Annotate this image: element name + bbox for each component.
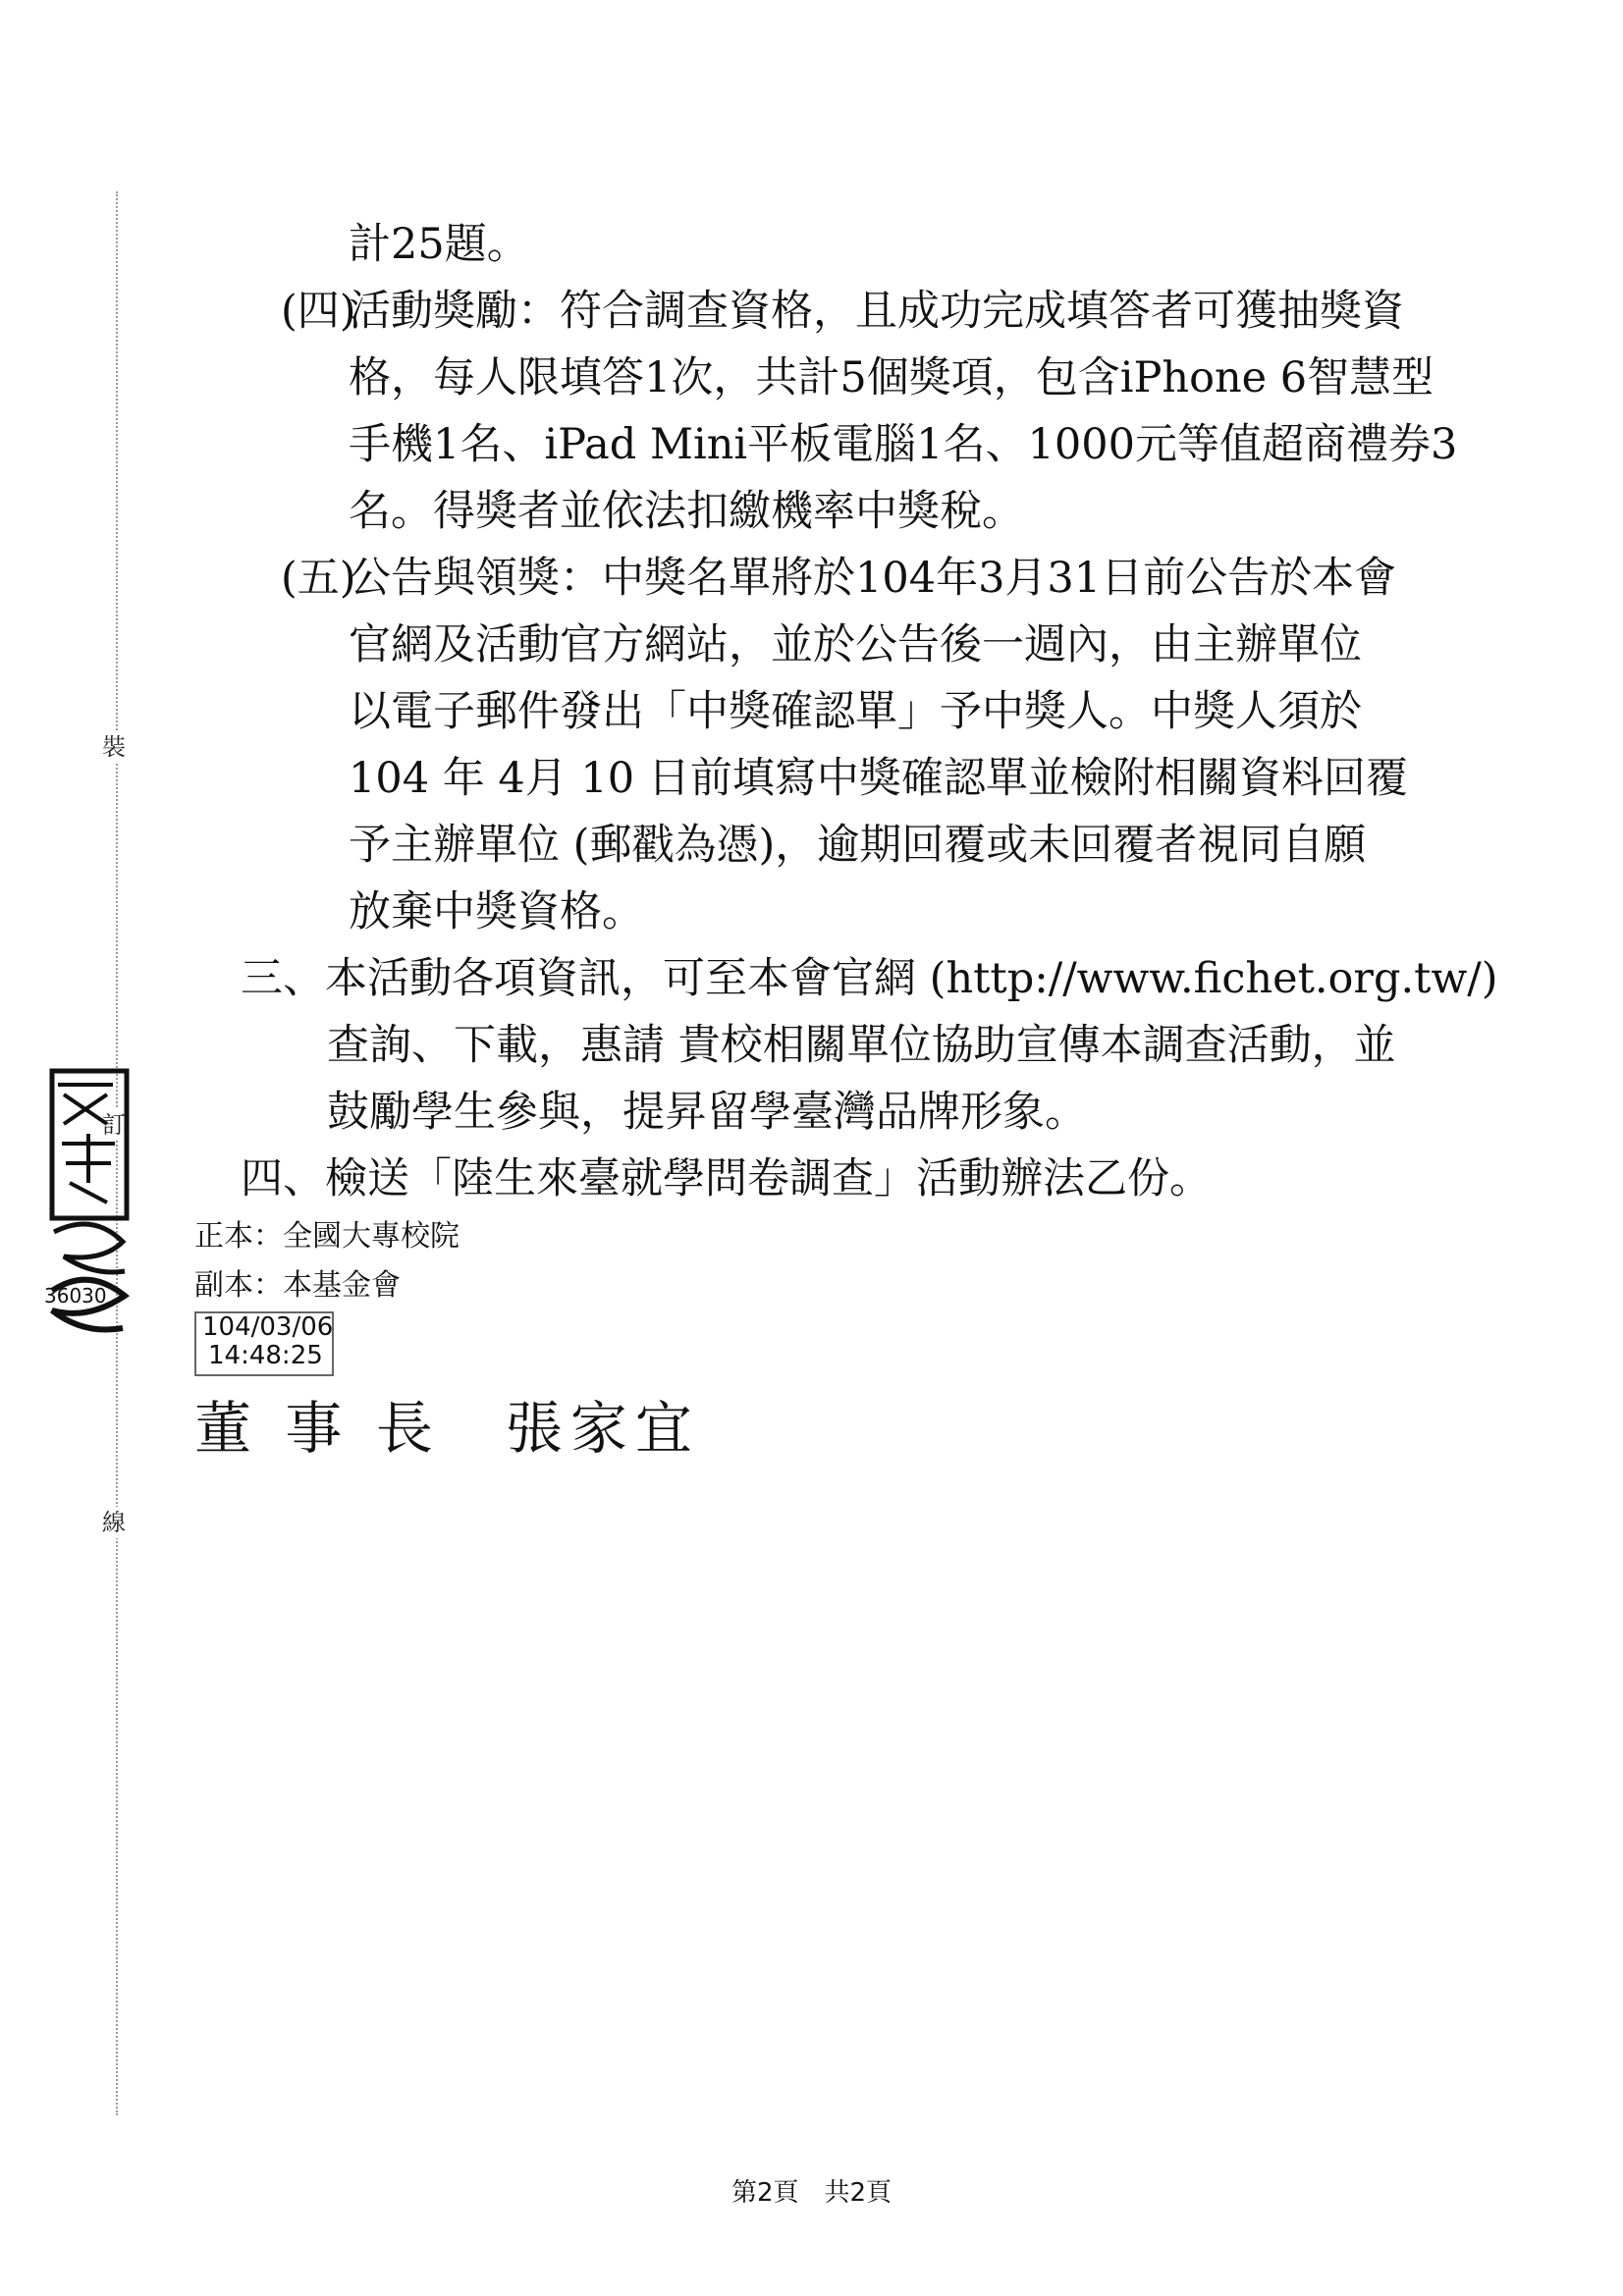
item-four-label: (四) xyxy=(281,287,356,336)
section-three-line-1: 三、本活動各項資訊，可至本會官網 (http://www.fichet.org.tw/) xyxy=(241,954,1498,1003)
item-five-line-5: 予主辦單位 (郵戳為憑)，逾期回覆或未回覆者視同自願 xyxy=(349,821,1367,870)
section-three-line-3: 鼓勵學生參與，提昇留學臺灣品牌形象。 xyxy=(327,1088,1087,1137)
item-five-line-3: 以電子郵件發出「中獎確認單」予中獎人。中獎人須於 xyxy=(349,687,1362,736)
item-five-line-1: 公告與領獎：中獎名單將於104年3月31日前公告於本會 xyxy=(349,554,1397,603)
recipient-copy: 副本：本基金會 xyxy=(194,1268,401,1303)
item-five-line-2: 官網及活動官方網站，並於公告後一週內，由主辦單位 xyxy=(349,620,1362,669)
seal-code: 36030 xyxy=(44,1284,107,1308)
binding-label-ding: 訂 xyxy=(102,1111,126,1139)
page-number-footer: 第2頁 共2頁 xyxy=(730,2178,893,2208)
timestamp-date: 104/03/06 xyxy=(202,1312,334,1342)
chairman-signature: 董 事 長 張家宜 xyxy=(194,1395,700,1462)
item-five-label: (五) xyxy=(281,554,356,603)
item-three-continuation: 計25題。 xyxy=(349,220,529,269)
binding-label-zhuang: 裝 xyxy=(102,733,126,761)
section-four: 四、檢送「陸生來臺就學問卷調查」活動辦法乙份。 xyxy=(241,1154,1212,1203)
item-five-line-4: 104 年 4月 10 日前填寫中獎確認單並檢附相關資料回覆 xyxy=(349,754,1408,803)
item-four-line-1: 活動獎勵：符合調查資格，且成功完成填答者可獲抽獎資 xyxy=(349,287,1404,336)
section-three-line-2: 查詢、下載，惠請 貴校相關單位協助宣傳本調查活動，並 xyxy=(327,1021,1396,1070)
binding-label-xian: 線 xyxy=(102,1509,126,1536)
item-four-line-2: 格，每人限填答1次，共計5個獎項，包含iPhone 6智慧型 xyxy=(349,353,1434,402)
item-five-line-6: 放棄中獎資格。 xyxy=(349,887,644,936)
item-four-line-3: 手機1名、iPad Mini平板電腦1名、1000元等值超商禮券3 xyxy=(349,420,1458,469)
item-four-line-4: 名。得獎者並依法扣繳機率中獎稅。 xyxy=(349,487,1024,536)
timestamp-time: 14:48:25 xyxy=(208,1341,323,1370)
recipient-original: 正本：全國大專校院 xyxy=(194,1219,460,1254)
